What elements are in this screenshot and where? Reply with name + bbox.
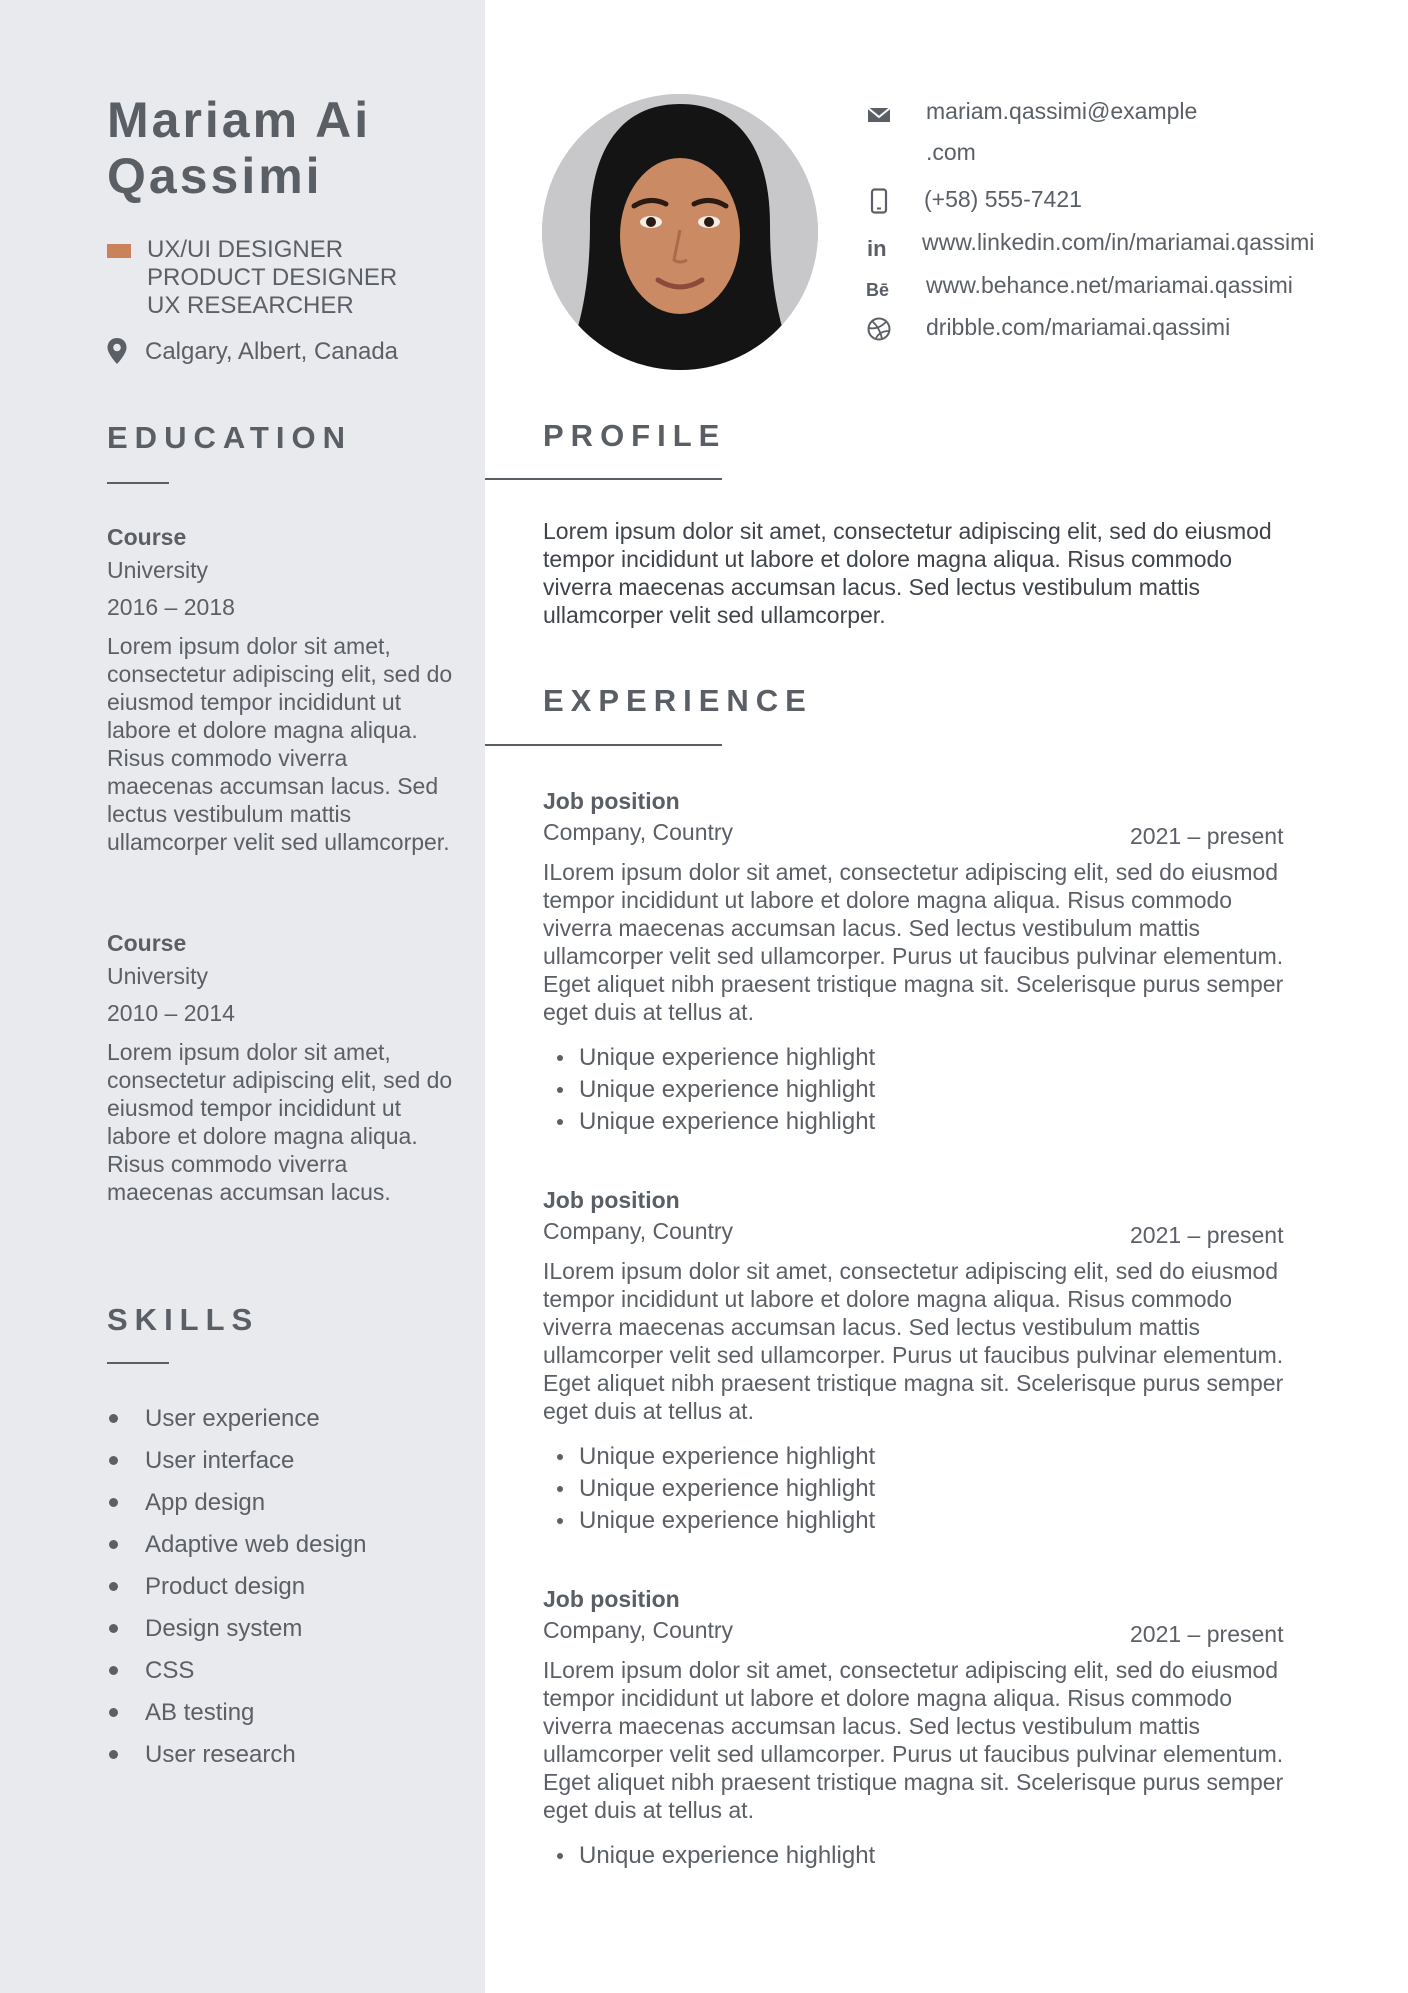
skill-label: App design — [145, 1489, 266, 1516]
highlight-item — [543, 1473, 1303, 1505]
bullet-icon — [109, 1498, 118, 1507]
highlight-label: Unique experience highlight — [579, 1108, 876, 1135]
dribbble-icon — [866, 316, 892, 342]
profile-heading: PROFILE — [543, 418, 727, 453]
skill-item — [107, 1566, 366, 1608]
job-company: Company, Country — [543, 1218, 734, 1244]
skill-item — [107, 1482, 366, 1524]
experience-rule — [485, 744, 722, 746]
phone-icon — [866, 188, 892, 214]
role-item: PRODUCT DESIGNER — [147, 264, 398, 291]
linkedin-text[interactable]: www.linkedin.com/in/mariamai.qassimi — [922, 229, 1315, 255]
highlight-item — [543, 1441, 1303, 1473]
skill-label: Adaptive web design — [145, 1531, 367, 1558]
highlight-label: Unique experience highlight — [579, 1044, 876, 1071]
bullet-icon — [557, 1119, 563, 1125]
job-entry — [543, 1584, 1303, 1872]
profile-rule — [485, 478, 722, 480]
job-description: ILorem ipsum dolor sit amet, consectetur adipiscing elit, sed do eiusmod tempor incididunt ut labore et dolore magna aliqua. Risus commodo viverra maecenas accumsan lacus. Sed lectus vestibulum mattis ullamcorper velit sed ullamcorper. Purus ut faucibus pulvinar elementum. Eget aliquet nibh praesent tristique magna sit. Scelerisque purus semper eget duis at tellus at. — [543, 859, 1284, 1025]
location-pin-icon — [106, 337, 128, 365]
skill-item — [107, 1398, 366, 1440]
role-accent-mark — [107, 244, 131, 258]
phone-text[interactable]: (+58) 555-7421 — [924, 186, 1082, 212]
portrait-illustration — [542, 94, 818, 370]
behance-text[interactable]: www.behance.net/mariamai.qassimi — [926, 272, 1293, 298]
education-years: 2010 – 2014 — [107, 1000, 235, 1026]
highlight-item — [543, 1505, 1303, 1537]
education-description: Lorem ipsum dolor sit amet, consectetur adipiscing elit, sed do eiusmod tempor incididunt ut labore et dolore magna aliqua. Risus commodo viverra maecenas accumsan lacus. — [107, 1039, 453, 1205]
job-highlights — [543, 1042, 1303, 1138]
skill-label: User experience — [145, 1405, 320, 1432]
highlight-item — [543, 1840, 1303, 1872]
bullet-icon — [109, 1624, 118, 1633]
job-description: ILorem ipsum dolor sit amet, consectetur adipiscing elit, sed do eiusmod tempor incididunt ut labore et dolore magna aliqua. Risus commodo viverra maecenas accumsan lacus. Sed lectus vestibulum mattis ullamcorper velit sed ullamcorper. Purus ut faucibus pulvinar elementum. Eget aliquet nibh praesent tristique magna sit. Scelerisque purus semper eget duis at tellus at. — [543, 1258, 1284, 1424]
job-dates: 2021 – present — [1130, 823, 1284, 849]
bullet-icon — [557, 1087, 563, 1093]
bullet-icon — [557, 1853, 563, 1859]
job-entry — [543, 786, 1303, 1138]
education-years: 2016 – 2018 — [107, 594, 235, 620]
bullet-icon — [109, 1708, 118, 1717]
email-text[interactable]: mariam.qassimi@example — [926, 98, 1198, 124]
highlight-item — [543, 1106, 1303, 1138]
job-dates: 2021 – present — [1130, 1222, 1284, 1248]
highlight-label: Unique experience highlight — [579, 1443, 876, 1470]
dribbble-text[interactable]: dribble.com/mariamai.qassimi — [926, 314, 1231, 340]
job-highlights — [543, 1840, 1303, 1872]
highlight-label: Unique experience highlight — [579, 1475, 876, 1502]
bullet-icon — [557, 1055, 563, 1061]
candidate-name — [107, 92, 467, 204]
job-meta — [543, 1614, 1303, 1648]
skill-item — [107, 1692, 366, 1734]
highlight-label: Unique experience highlight — [579, 1842, 876, 1869]
skill-label: CSS — [145, 1657, 195, 1684]
job-meta — [543, 816, 1303, 850]
bullet-icon — [557, 1486, 563, 1492]
skill-item — [107, 1440, 366, 1482]
bullet-icon — [557, 1518, 563, 1524]
job-entry — [543, 1185, 1303, 1537]
job-meta — [543, 1215, 1303, 1249]
job-description: ILorem ipsum dolor sit amet, consectetur adipiscing elit, sed do eiusmod tempor incididunt ut labore et dolore magna aliqua. Risus commodo viverra maecenas accumsan lacus. Sed lectus vestibulum mattis ullamcorper velit sed ullamcorper. Purus ut faucibus pulvinar elementum. Eget aliquet nibh praesent tristique magna sit. Scelerisque purus semper eget duis at tellus at. — [543, 1657, 1284, 1823]
skill-label: User interface — [145, 1447, 295, 1474]
job-highlights — [543, 1441, 1303, 1537]
job-position: Job position — [543, 1586, 680, 1612]
bullet-icon — [109, 1750, 118, 1759]
education-item — [107, 928, 457, 1206]
job-position: Job position — [543, 1187, 680, 1213]
education-heading: EDUCATION — [107, 420, 352, 455]
role-item: UX RESEARCHER — [147, 292, 354, 319]
bullet-icon — [109, 1540, 118, 1549]
education-item — [107, 522, 457, 856]
behance-icon — [866, 276, 896, 302]
skills-list — [107, 1398, 366, 1776]
bullet-icon — [109, 1666, 118, 1675]
skill-label: AB testing — [145, 1699, 255, 1726]
education-course: Course — [107, 524, 187, 550]
skill-item — [107, 1650, 366, 1692]
highlight-item — [543, 1074, 1303, 1106]
svg-text:in: in — [867, 236, 887, 260]
education-description: Lorem ipsum dolor sit amet, consectetur adipiscing elit, sed do eiusmod tempor incididunt ut labore et dolore magna aliqua. Risus commodo viverra maecenas accumsan lacus. Sed lectus vestibulum mattis ullamcorper velit sed ullamcorper. — [107, 633, 453, 855]
name-last: Qassimi — [107, 148, 323, 204]
experience-heading: EXPERIENCE — [543, 683, 813, 718]
skill-item — [107, 1608, 366, 1650]
highlight-label: Unique experience highlight — [579, 1076, 876, 1103]
skill-label: Product design — [145, 1573, 306, 1600]
skill-item — [107, 1524, 366, 1566]
role-list — [147, 236, 397, 320]
education-course: Course — [107, 930, 187, 956]
svg-text:Bē: Bē — [866, 280, 890, 300]
bullet-icon — [557, 1454, 563, 1460]
education-rule — [107, 482, 169, 484]
highlight-label: Unique experience highlight — [579, 1507, 876, 1534]
job-dates: 2021 – present — [1130, 1621, 1284, 1647]
skills-rule — [107, 1362, 169, 1364]
email-text-continued[interactable]: .com — [926, 139, 976, 165]
skill-label: User research — [145, 1741, 296, 1768]
profile-photo — [542, 94, 818, 370]
bullet-icon — [109, 1582, 118, 1591]
envelope-icon — [866, 102, 892, 128]
bullet-icon — [109, 1414, 118, 1423]
job-position: Job position — [543, 788, 680, 814]
education-school: University — [107, 557, 208, 583]
linkedin-icon — [866, 234, 892, 260]
highlight-item — [543, 1042, 1303, 1074]
education-school: University — [107, 963, 208, 989]
job-company: Company, Country — [543, 1617, 734, 1643]
profile-text: Lorem ipsum dolor sit amet, consectetur adipiscing elit, sed do eiusmod tempor incididunt ut labore et dolore magna aliqua. Risus commodo viverra maecenas accumsan lacus. Sed lectus vestibulum mattis ullamcorper velit sed ullamcorper. — [543, 518, 1272, 628]
bullet-icon — [109, 1456, 118, 1465]
job-company: Company, Country — [543, 819, 734, 845]
location-text: Calgary, Albert, Canada — [145, 338, 399, 365]
name-first: Mariam Ai — [107, 92, 372, 148]
skill-label: Design system — [145, 1615, 303, 1642]
skills-heading: SKILLS — [107, 1302, 260, 1337]
role-item: UX/UI DESIGNER — [147, 236, 344, 263]
skill-item — [107, 1734, 366, 1776]
